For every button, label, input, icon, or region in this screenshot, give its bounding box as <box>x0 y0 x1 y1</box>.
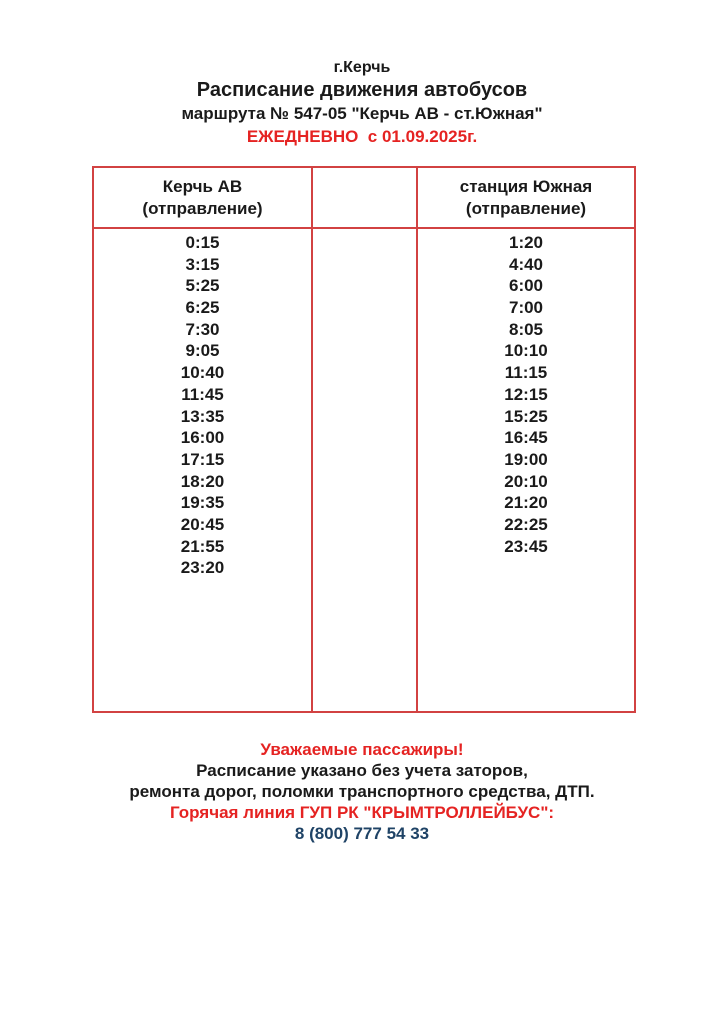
departure-time: 4:40 <box>508 254 544 274</box>
departure-time: 17:15 <box>180 449 225 469</box>
departure-time: 3:15 <box>185 254 220 274</box>
departure-time: 0:15 <box>185 233 220 252</box>
departure-time: 1:20 <box>508 233 544 252</box>
departure-time: 16:45 <box>504 428 548 448</box>
departure-time: 15:25 <box>504 406 548 426</box>
column-header-yuzhnaya-subtext: (отправление) <box>465 199 587 218</box>
column-header-yuzhnaya <box>418 168 634 229</box>
column-header-middle <box>313 168 418 229</box>
notice-line-2: ремонта дорог, поломки транспортного средства, ДТП. <box>129 782 595 801</box>
validity-line: ЕЖЕДНЕВНО с 01.09.2025г. <box>246 127 478 146</box>
departure-time: 6:00 <box>508 276 544 296</box>
notice-title: Уважаемые пассажиры! <box>260 740 464 759</box>
departure-time: 13:35 <box>180 406 225 426</box>
departure-time: 23:45 <box>504 536 548 556</box>
notice-line-1: Расписание указано без учета заторов, <box>196 761 528 780</box>
departure-time: 7:30 <box>185 319 220 339</box>
departure-time: 11:15 <box>504 363 548 383</box>
departure-time: 22:25 <box>504 514 548 534</box>
city-line: г.Керчь <box>333 59 391 76</box>
departure-time: 21:20 <box>504 493 548 513</box>
departure-time: 5:25 <box>185 276 220 296</box>
departure-time: 12:15 <box>504 384 548 404</box>
departure-time: 10:40 <box>180 363 225 383</box>
document-footer <box>0 739 724 844</box>
schedule-table <box>92 166 636 713</box>
departure-time: 23:20 <box>180 558 225 578</box>
hotline-phone: 8 (800) 777 54 33 <box>294 824 430 843</box>
departure-time: 16:00 <box>180 428 225 448</box>
departure-time: 21:55 <box>180 536 225 556</box>
departure-time: 20:10 <box>504 471 548 491</box>
departure-time: 19:35 <box>180 493 225 513</box>
column-header-yuzhnaya-name: станция Южная <box>459 177 593 196</box>
column-header-kerch-name: Керчь АВ <box>162 177 243 196</box>
column-header-kerch <box>94 168 313 229</box>
hotline-label: Горячая линия ГУП РК "КРЫМТРОЛЛЕЙБУС": <box>169 803 555 822</box>
departure-time: 7:00 <box>508 298 544 318</box>
column-header-kerch-subtext: (отправление) <box>142 199 263 218</box>
departure-time: 11:45 <box>181 384 224 404</box>
departure-time: 10:10 <box>504 341 548 361</box>
departure-time: 8:05 <box>508 319 544 339</box>
yuzhnaya-times-cell <box>418 229 634 711</box>
middle-column-body <box>313 229 418 711</box>
document-title: Расписание движения автобусов <box>196 79 528 101</box>
departure-time: 9:05 <box>185 341 220 361</box>
document-header <box>0 56 724 148</box>
departure-time: 6:25 <box>185 298 220 318</box>
route-line: маршрута № 547-05 "Керчь АВ - ст.Южная" <box>181 104 543 123</box>
departure-time: 18:20 <box>180 471 225 491</box>
kerch-times-cell <box>94 229 313 711</box>
departure-time: 20:45 <box>180 514 225 534</box>
departure-time: 19:00 <box>504 449 548 469</box>
